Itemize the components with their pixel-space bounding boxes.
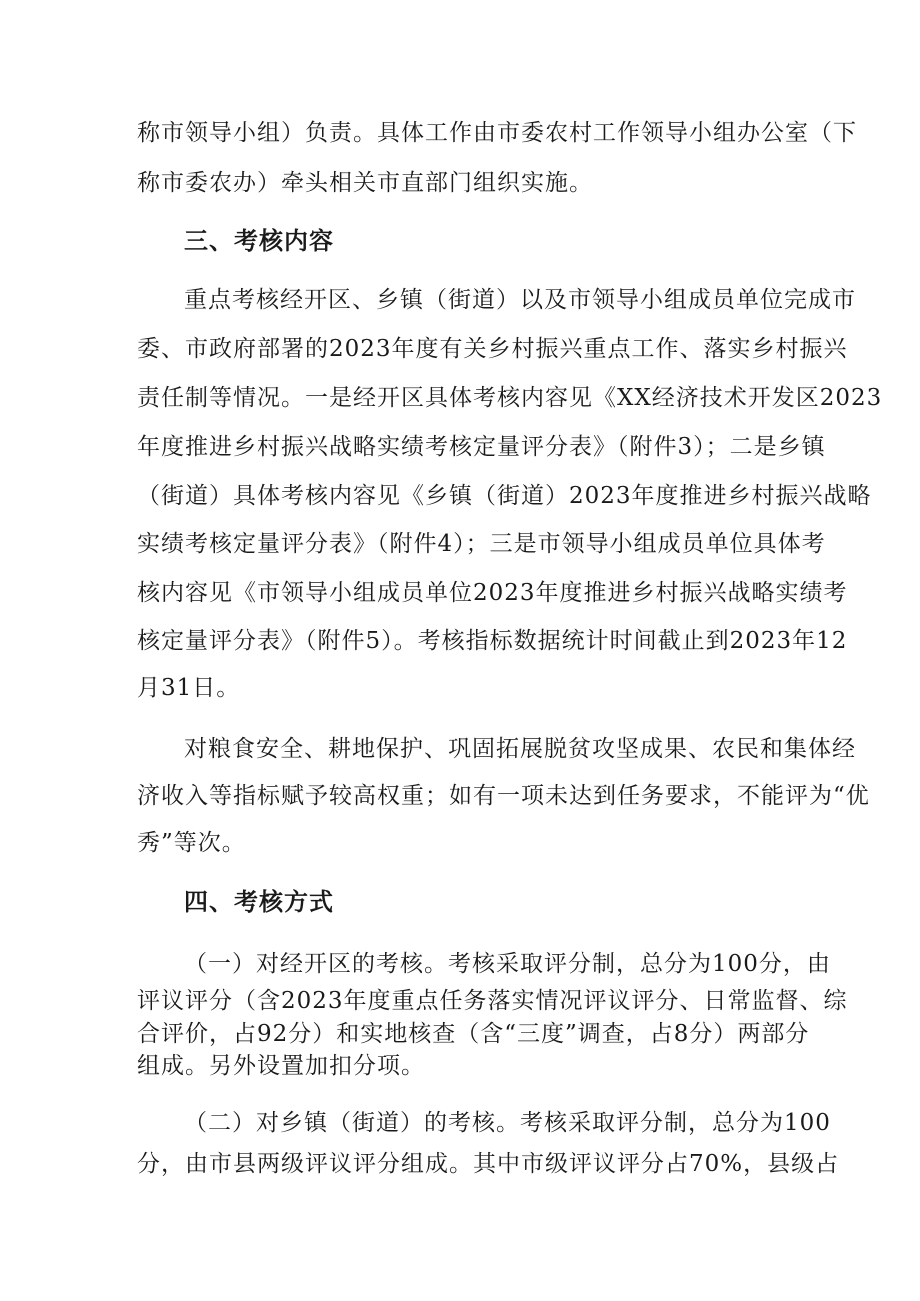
paragraph-line: 合评价，占92分）和实地核查（含“三度”调查，占8分）两部分 <box>137 1021 810 1047</box>
paragraph-line: 责任制等情况。一是经开区具体考核内容见《XX经济技术开发区2023 <box>137 385 883 411</box>
paragraph-line: 对粮食安全、耕地保护、巩固拓展脱贫攻坚成果、农民和集体经 <box>184 736 856 762</box>
paragraph-line: 重点考核经开区、乡镇（街道）以及市领导小组成员单位完成市 <box>184 287 856 313</box>
section-heading-assessment-method: 四、考核方式 <box>184 888 334 916</box>
paragraph-line: 月31日。 <box>137 675 241 701</box>
paragraph-line: 秀”等次。 <box>137 830 246 856</box>
paragraph-line: （二）对乡镇（街道）的考核。考核采取评分制，总分为100 <box>184 1110 831 1136</box>
intro-line: 称市委农办）牵头相关市直部门组织实施。 <box>137 170 593 196</box>
paragraph-line: 核内容见《市领导小组成员单位2023年度推进乡村振兴战略实绩考 <box>137 580 848 606</box>
paragraph-line: 分，由市县两级评议评分组成。其中市级评议评分占70%，县级占 <box>137 1151 840 1177</box>
intro-line: 称市领导小组）负责。具体工作由市委农村工作领导小组办公室（下 <box>137 120 857 146</box>
paragraph-line: （街道）具体考核内容见《乡镇（街道）2023年度推进乡村振兴战略 <box>137 483 872 509</box>
paragraph-line: 评议评分（含2023年度重点任务落实情况评议评分、日常监督、综 <box>137 988 848 1014</box>
paragraph-line: 核定量评分表》（附件5）。考核指标数据统计时间截止到2023年12 <box>137 628 848 654</box>
paragraph-line: 组成。另外设置加扣分项。 <box>137 1053 425 1079</box>
paragraph-line: 委、市政府部署的2023年度有关乡村振兴重点工作、落实乡村振兴 <box>137 336 848 362</box>
paragraph-line: 济收入等指标赋予较高权重；如有一项未达到任务要求，不能评为“优 <box>137 783 870 809</box>
section-heading-assessment-content: 三、考核内容 <box>184 227 334 255</box>
paragraph-line: 实绩考核定量评分表》（附件4）；三是市领导小组成员单位具体考 <box>137 531 826 557</box>
paragraph-line: 年度推进乡村振兴战略实绩考核定量评分表》（附件3）；二是乡镇 <box>137 434 826 460</box>
paragraph-line: （一）对经开区的考核。考核采取评分制，总分为100分，由 <box>184 951 831 977</box>
